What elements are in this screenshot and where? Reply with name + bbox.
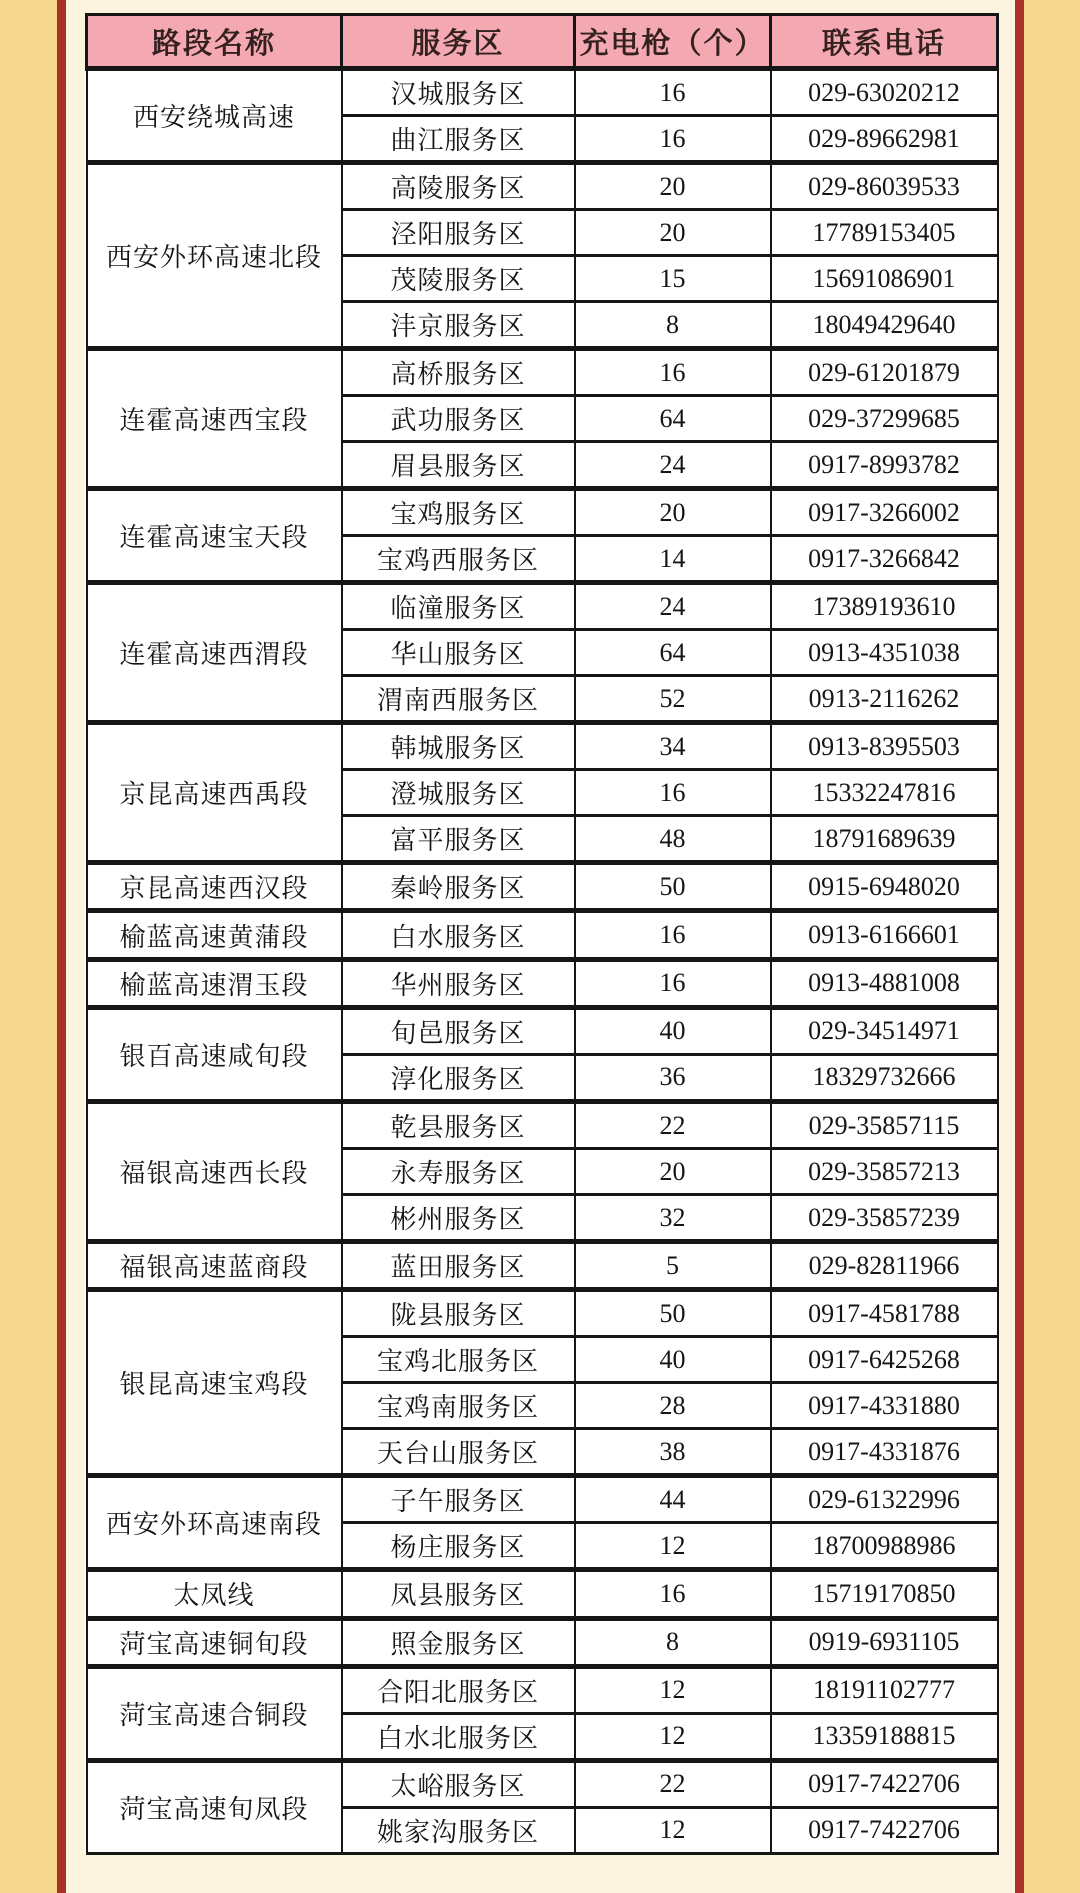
phone-cell: 0917-8993782: [771, 442, 998, 489]
phone-cell: 0917-4581788: [771, 1290, 998, 1337]
phone-cell: 0917-7422706: [771, 1760, 998, 1807]
road-section-cell: 西安绕城高速: [87, 69, 342, 163]
service-area-cell: 白水北服务区: [342, 1713, 575, 1760]
charger-count-cell: 34: [575, 723, 771, 770]
road-section-cell: 菏宝高速铜旬段: [87, 1618, 342, 1666]
phone-cell: 15719170850: [771, 1570, 998, 1618]
charger-count-cell: 64: [575, 630, 771, 676]
table-row: [87, 1666, 998, 1713]
service-area-cell: 宝鸡北服务区: [342, 1337, 575, 1383]
phone-cell: 17389193610: [771, 583, 998, 630]
road-section-cell: 连霍高速宝天段: [87, 489, 342, 583]
service-area-cell: 永寿服务区: [342, 1149, 575, 1195]
charger-count-cell: 20: [575, 1149, 771, 1195]
phone-cell: 0915-6948020: [771, 863, 998, 911]
phone-cell: 0913-8395503: [771, 723, 998, 770]
service-area-cell: 曲江服务区: [342, 116, 575, 163]
service-area-cell: 宝鸡南服务区: [342, 1383, 575, 1429]
right-red-stripe: [1015, 0, 1024, 1893]
table-row: [87, 1242, 998, 1290]
charger-count-cell: 12: [575, 1666, 771, 1713]
charger-count-cell: 36: [575, 1054, 771, 1101]
charger-count-cell: 16: [575, 911, 771, 959]
charger-count-cell: 40: [575, 1007, 771, 1054]
service-area-cell: 汉城服务区: [342, 69, 575, 116]
service-area-cell: 凤县服务区: [342, 1570, 575, 1618]
service-area-cell: 子午服务区: [342, 1476, 575, 1523]
road-section-cell: 榆蓝高速黄蒲段: [87, 911, 342, 959]
service-area-cell: 高桥服务区: [342, 349, 575, 396]
charger-count-cell: 16: [575, 69, 771, 116]
phone-cell: 0917-3266842: [771, 536, 998, 583]
phone-cell: 0917-3266002: [771, 489, 998, 536]
col-header-charger-count: 充电枪（个）: [575, 15, 771, 69]
table-row: [87, 1102, 998, 1149]
phone-cell: 029-61322996: [771, 1476, 998, 1523]
road-section-cell: 太凤线: [87, 1570, 342, 1618]
service-area-cell: 杨庄服务区: [342, 1523, 575, 1570]
phone-cell: 029-61201879: [771, 349, 998, 396]
charger-count-cell: 50: [575, 863, 771, 911]
charger-count-cell: 50: [575, 1290, 771, 1337]
table-row: [87, 1290, 998, 1337]
charger-count-cell: 28: [575, 1383, 771, 1429]
service-area-cell: 姚家沟服务区: [342, 1807, 575, 1853]
charger-count-cell: 20: [575, 163, 771, 210]
road-section-cell: 榆蓝高速渭玉段: [87, 959, 342, 1007]
right-yellow-band: [1024, 0, 1080, 1893]
phone-cell: 029-89662981: [771, 116, 998, 163]
charger-count-cell: 15: [575, 256, 771, 302]
phone-cell: 029-34514971: [771, 1007, 998, 1054]
service-area-cell: 华州服务区: [342, 959, 575, 1007]
phone-cell: 18191102777: [771, 1666, 998, 1713]
phone-cell: 029-35857213: [771, 1149, 998, 1195]
phone-cell: 15691086901: [771, 256, 998, 302]
phone-cell: 18791689639: [771, 816, 998, 863]
road-section-cell: 京昆高速西汉段: [87, 863, 342, 911]
service-area-cell: 天台山服务区: [342, 1429, 575, 1476]
road-section-cell: 连霍高速西宝段: [87, 349, 342, 489]
service-area-cell: 武功服务区: [342, 396, 575, 442]
service-area-cell: 秦岭服务区: [342, 863, 575, 911]
phone-cell: 029-63020212: [771, 69, 998, 116]
table-row: [87, 69, 998, 116]
service-area-cell: 旬邑服务区: [342, 1007, 575, 1054]
road-section-cell: 银昆高速宝鸡段: [87, 1290, 342, 1476]
phone-cell: 15332247816: [771, 770, 998, 816]
table-row: [87, 163, 998, 210]
phone-cell: 029-35857239: [771, 1194, 998, 1241]
table-row: [87, 583, 998, 630]
phone-cell: 18329732666: [771, 1054, 998, 1101]
table-header-row: [87, 15, 998, 69]
phone-cell: 0917-7422706: [771, 1807, 998, 1853]
phone-cell: 029-35857115: [771, 1102, 998, 1149]
phone-cell: 0913-6166601: [771, 911, 998, 959]
col-header-road-section: 路段名称: [87, 15, 342, 69]
road-section-cell: 福银高速西长段: [87, 1102, 342, 1242]
charger-count-cell: 12: [575, 1523, 771, 1570]
service-area-cell: 彬州服务区: [342, 1194, 575, 1241]
phone-cell: 029-82811966: [771, 1242, 998, 1290]
charger-count-cell: 20: [575, 489, 771, 536]
table-body: [87, 69, 998, 1854]
road-section-cell: 福银高速蓝商段: [87, 1242, 342, 1290]
road-section-cell: 菏宝高速合铜段: [87, 1666, 342, 1760]
table-row: [87, 1618, 998, 1666]
col-header-service-area: 服务区: [342, 15, 575, 69]
charger-count-cell: 16: [575, 770, 771, 816]
table-row: [87, 959, 998, 1007]
service-area-cell: 华山服务区: [342, 630, 575, 676]
charger-count-cell: 32: [575, 1194, 771, 1241]
phone-cell: 029-86039533: [771, 163, 998, 210]
charger-count-cell: 14: [575, 536, 771, 583]
phone-cell: 0917-4331880: [771, 1383, 998, 1429]
road-section-cell: 京昆高速西禹段: [87, 723, 342, 863]
table-row: [87, 723, 998, 770]
left-red-stripe: [57, 0, 66, 1893]
phone-cell: 0919-6931105: [771, 1618, 998, 1666]
charger-count-cell: 24: [575, 442, 771, 489]
charger-count-cell: 8: [575, 302, 771, 349]
charger-count-cell: 64: [575, 396, 771, 442]
phone-cell: 0917-4331876: [771, 1429, 998, 1476]
charger-count-cell: 8: [575, 1618, 771, 1666]
service-area-cell: 陇县服务区: [342, 1290, 575, 1337]
phone-cell: 0913-4351038: [771, 630, 998, 676]
phone-cell: 0913-4881008: [771, 959, 998, 1007]
service-area-cell: 渭南西服务区: [342, 676, 575, 723]
service-area-cell: 蓝田服务区: [342, 1242, 575, 1290]
charger-count-cell: 22: [575, 1760, 771, 1807]
service-area-cell: 淳化服务区: [342, 1054, 575, 1101]
service-area-cell: 太峪服务区: [342, 1760, 575, 1807]
phone-cell: 0917-6425268: [771, 1337, 998, 1383]
charger-count-cell: 48: [575, 816, 771, 863]
road-section-cell: 连霍高速西渭段: [87, 583, 342, 723]
charger-count-cell: 16: [575, 1570, 771, 1618]
charger-count-cell: 12: [575, 1807, 771, 1853]
charger-count-cell: 22: [575, 1102, 771, 1149]
charger-count-cell: 20: [575, 210, 771, 256]
service-area-cell: 合阳北服务区: [342, 1666, 575, 1713]
road-section-cell: 菏宝高速旬凤段: [87, 1760, 342, 1853]
service-area-cell: 白水服务区: [342, 911, 575, 959]
charger-count-cell: 16: [575, 959, 771, 1007]
service-area-cell: 宝鸡西服务区: [342, 536, 575, 583]
charger-count-cell: 38: [575, 1429, 771, 1476]
service-area-cell: 照金服务区: [342, 1618, 575, 1666]
table-row: [87, 489, 998, 536]
service-area-cell: 眉县服务区: [342, 442, 575, 489]
col-header-phone: 联系电话: [771, 15, 998, 69]
left-yellow-band: [0, 0, 57, 1893]
phone-cell: 18700988986: [771, 1523, 998, 1570]
phone-cell: 18049429640: [771, 302, 998, 349]
service-area-cell: 富平服务区: [342, 816, 575, 863]
service-area-cell: 泾阳服务区: [342, 210, 575, 256]
table-row: [87, 911, 998, 959]
table-row: [87, 349, 998, 396]
charger-count-cell: 40: [575, 1337, 771, 1383]
service-area-cell: 临潼服务区: [342, 583, 575, 630]
phone-cell: 17789153405: [771, 210, 998, 256]
service-area-cell: 韩城服务区: [342, 723, 575, 770]
road-section-cell: 西安外环高速南段: [87, 1476, 342, 1570]
charger-count-cell: 16: [575, 116, 771, 163]
phone-cell: 0913-2116262: [771, 676, 998, 723]
service-area-cell: 乾县服务区: [342, 1102, 575, 1149]
charger-count-cell: 5: [575, 1242, 771, 1290]
service-area-cell: 茂陵服务区: [342, 256, 575, 302]
charger-count-cell: 24: [575, 583, 771, 630]
table-row: [87, 863, 998, 911]
charger-count-cell: 44: [575, 1476, 771, 1523]
phone-cell: 029-37299685: [771, 396, 998, 442]
service-area-cell: 高陵服务区: [342, 163, 575, 210]
service-area-cell: 沣京服务区: [342, 302, 575, 349]
service-area-cell: 宝鸡服务区: [342, 489, 575, 536]
charger-count-cell: 16: [575, 349, 771, 396]
service-area-cell: 澄城服务区: [342, 770, 575, 816]
road-section-cell: 银百高速咸旬段: [87, 1007, 342, 1101]
charger-count-cell: 12: [575, 1713, 771, 1760]
table-row: [87, 1570, 998, 1618]
table-row: [87, 1007, 998, 1054]
charger-count-cell: 52: [575, 676, 771, 723]
charging-stations-table: [85, 13, 999, 1855]
table-row: [87, 1760, 998, 1807]
table-row: [87, 1476, 998, 1523]
phone-cell: 13359188815: [771, 1713, 998, 1760]
road-section-cell: 西安外环高速北段: [87, 163, 342, 349]
